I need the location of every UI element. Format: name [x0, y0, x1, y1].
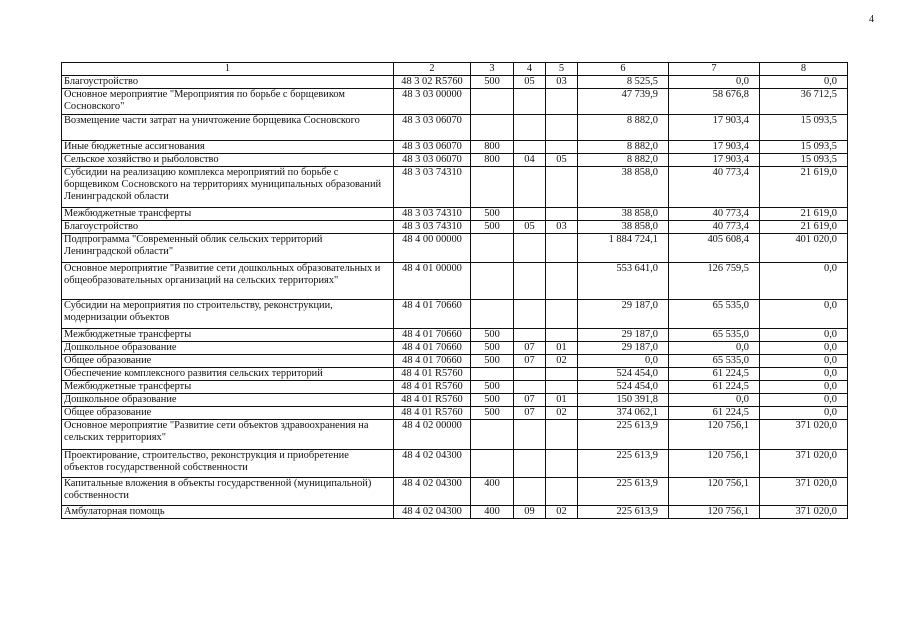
amount-col8-cell: 0,0: [760, 381, 848, 394]
amount-col7-cell: 61 224,5: [669, 381, 760, 394]
amount-col7-cell: 17 903,4: [669, 141, 760, 154]
amount-col8-cell: 36 712,5: [760, 89, 848, 115]
expense-type-cell: 500: [471, 355, 514, 368]
target-code-cell: 48 4 00 00000: [394, 234, 471, 263]
amount-col6-cell: 225 613,9: [578, 506, 669, 519]
row-name-cell: Сельское хозяйство и рыболовство: [62, 154, 394, 167]
amount-col7-cell: 0,0: [669, 76, 760, 89]
row-name-cell: Дошкольное образование: [62, 342, 394, 355]
row-name-cell: Дошкольное образование: [62, 394, 394, 407]
amount-col7-cell: 40 773,4: [669, 208, 760, 221]
target-code-cell: 48 3 03 74310: [394, 167, 471, 208]
amount-col6-cell: 1 884 724,1: [578, 234, 669, 263]
target-code-cell: 48 4 01 R5760: [394, 381, 471, 394]
target-code-cell: 48 3 03 74310: [394, 208, 471, 221]
target-code-cell: 48 4 02 04300: [394, 478, 471, 506]
section-cell: [514, 141, 546, 154]
amount-col7-cell: 120 756,1: [669, 420, 760, 450]
target-code-cell: 48 4 01 70660: [394, 342, 471, 355]
expense-type-cell: 500: [471, 221, 514, 234]
table-row: [62, 355, 848, 368]
section-cell: 09: [514, 506, 546, 519]
target-code-cell: 48 3 02 R5760: [394, 76, 471, 89]
subsection-cell: [546, 368, 578, 381]
amount-col6-cell: 38 858,0: [578, 221, 669, 234]
amount-col6-cell: 0,0: [578, 355, 669, 368]
target-code-cell: 48 4 01 R5760: [394, 407, 471, 420]
section-cell: [514, 115, 546, 141]
subsection-cell: 02: [546, 506, 578, 519]
amount-col8-cell: 0,0: [760, 300, 848, 329]
amount-col7-cell: 65 535,0: [669, 355, 760, 368]
row-name-cell: Проектирование, строительство, реконструкция и приобретение объектов государственной собственности: [62, 450, 394, 478]
table-row: [62, 141, 848, 154]
row-name-cell: Возмещение части затрат на уничтожение борщевика Сосновского: [62, 115, 394, 141]
table-row: [62, 300, 848, 329]
target-code-cell: 48 4 01 70660: [394, 300, 471, 329]
row-name-cell: Иные бюджетные ассигнования: [62, 141, 394, 154]
amount-col8-cell: 0,0: [760, 76, 848, 89]
table-row: [62, 208, 848, 221]
expense-type-cell: [471, 263, 514, 300]
section-cell: [514, 329, 546, 342]
expense-type-cell: 400: [471, 506, 514, 519]
column-header: 4: [514, 63, 546, 76]
row-name-cell: Субсидии на мероприятия по строительству, реконструкции, модернизации объектов: [62, 300, 394, 329]
expense-type-cell: [471, 89, 514, 115]
expense-type-cell: 500: [471, 407, 514, 420]
amount-col7-cell: 0,0: [669, 342, 760, 355]
amount-col7-cell: 65 535,0: [669, 329, 760, 342]
target-code-cell: 48 3 03 06070: [394, 115, 471, 141]
subsection-cell: 03: [546, 76, 578, 89]
section-cell: [514, 234, 546, 263]
row-name-cell: Общее образование: [62, 355, 394, 368]
subsection-cell: [546, 329, 578, 342]
amount-col6-cell: 225 613,9: [578, 420, 669, 450]
table-row: [62, 506, 848, 519]
amount-col7-cell: 120 756,1: [669, 478, 760, 506]
amount-col6-cell: 524 454,0: [578, 381, 669, 394]
table-row: [62, 407, 848, 420]
amount-col8-cell: 21 619,0: [760, 221, 848, 234]
section-cell: 07: [514, 407, 546, 420]
table-row: [62, 89, 848, 115]
amount-col8-cell: 371 020,0: [760, 478, 848, 506]
row-name-cell: Основное мероприятие "Мероприятия по борьбе с борщевиком Сосновского": [62, 89, 394, 115]
table-row: [62, 381, 848, 394]
amount-col6-cell: 8 882,0: [578, 154, 669, 167]
target-code-cell: 48 4 01 R5760: [394, 394, 471, 407]
row-name-cell: Благоустройство: [62, 76, 394, 89]
section-cell: [514, 478, 546, 506]
amount-col6-cell: 29 187,0: [578, 300, 669, 329]
row-name-cell: Субсидии на реализацию комплекса мероприятий по борьбе с борщевиком Сосновского на территориях муниципальных образований Ленинградской области: [62, 167, 394, 208]
amount-col8-cell: 15 093,5: [760, 115, 848, 141]
row-name-cell: Общее образование: [62, 407, 394, 420]
subsection-cell: [546, 115, 578, 141]
table-row: [62, 234, 848, 263]
target-code-cell: 48 3 03 74310: [394, 221, 471, 234]
amount-col8-cell: 0,0: [760, 329, 848, 342]
row-name-cell: Основное мероприятие "Развитие сети дошкольных образовательных и общеобразовательных организаций на сельских территориях": [62, 263, 394, 300]
expense-type-cell: 400: [471, 478, 514, 506]
row-name-cell: Капитальные вложения в объекты государственной (муниципальной) собственности: [62, 478, 394, 506]
amount-col8-cell: 371 020,0: [760, 420, 848, 450]
expense-type-cell: [471, 368, 514, 381]
amount-col6-cell: 38 858,0: [578, 208, 669, 221]
amount-col7-cell: 17 903,4: [669, 154, 760, 167]
section-cell: [514, 89, 546, 115]
expense-type-cell: 500: [471, 329, 514, 342]
table-row: [62, 342, 848, 355]
subsection-cell: [546, 478, 578, 506]
expense-type-cell: [471, 300, 514, 329]
row-name-cell: Благоустройство: [62, 221, 394, 234]
section-cell: 04: [514, 154, 546, 167]
amount-col6-cell: 8 882,0: [578, 115, 669, 141]
amount-col6-cell: 150 391,8: [578, 394, 669, 407]
amount-col6-cell: 8 525,5: [578, 76, 669, 89]
subsection-cell: [546, 263, 578, 300]
amount-col8-cell: 371 020,0: [760, 450, 848, 478]
amount-col8-cell: 15 093,5: [760, 154, 848, 167]
target-code-cell: 48 4 01 00000: [394, 263, 471, 300]
amount-col7-cell: 126 759,5: [669, 263, 760, 300]
amount-col7-cell: 405 608,4: [669, 234, 760, 263]
column-header: 8: [760, 63, 848, 76]
amount-col7-cell: 0,0: [669, 394, 760, 407]
amount-col8-cell: 21 619,0: [760, 167, 848, 208]
amount-col8-cell: 0,0: [760, 263, 848, 300]
amount-col6-cell: 38 858,0: [578, 167, 669, 208]
target-code-cell: 48 3 03 06070: [394, 141, 471, 154]
target-code-cell: 48 3 03 00000: [394, 89, 471, 115]
target-code-cell: 48 4 02 00000: [394, 420, 471, 450]
row-name-cell: Межбюджетные трансферты: [62, 381, 394, 394]
section-cell: [514, 263, 546, 300]
table-row: [62, 450, 848, 478]
amount-col6-cell: 225 613,9: [578, 478, 669, 506]
subsection-cell: [546, 208, 578, 221]
expense-type-cell: 500: [471, 381, 514, 394]
table-row: [62, 368, 848, 381]
section-cell: [514, 368, 546, 381]
table-header-row: [62, 63, 848, 76]
amount-col6-cell: 29 187,0: [578, 342, 669, 355]
expense-type-cell: 500: [471, 342, 514, 355]
target-code-cell: 48 4 01 70660: [394, 355, 471, 368]
expense-type-cell: [471, 115, 514, 141]
subsection-cell: 05: [546, 154, 578, 167]
column-header: 6: [578, 63, 669, 76]
expense-type-cell: 500: [471, 76, 514, 89]
subsection-cell: [546, 300, 578, 329]
amount-col8-cell: 0,0: [760, 394, 848, 407]
section-cell: [514, 450, 546, 478]
table-row: [62, 478, 848, 506]
subsection-cell: [546, 450, 578, 478]
table-row: [62, 420, 848, 450]
subsection-cell: [546, 420, 578, 450]
section-cell: 07: [514, 394, 546, 407]
expense-type-cell: 800: [471, 154, 514, 167]
column-header: 7: [669, 63, 760, 76]
section-cell: [514, 420, 546, 450]
amount-col8-cell: 0,0: [760, 368, 848, 381]
section-cell: [514, 381, 546, 394]
section-cell: 05: [514, 221, 546, 234]
section-cell: 05: [514, 76, 546, 89]
amount-col8-cell: 401 020,0: [760, 234, 848, 263]
subsection-cell: [546, 167, 578, 208]
column-header: 1: [62, 63, 394, 76]
amount-col6-cell: 47 739,9: [578, 89, 669, 115]
amount-col8-cell: 15 093,5: [760, 141, 848, 154]
subsection-cell: [546, 89, 578, 115]
amount-col7-cell: 120 756,1: [669, 506, 760, 519]
column-header: 2: [394, 63, 471, 76]
expense-type-cell: [471, 167, 514, 208]
subsection-cell: [546, 381, 578, 394]
row-name-cell: Межбюджетные трансферты: [62, 329, 394, 342]
budget-table: [61, 62, 848, 519]
row-name-cell: Основное мероприятие "Развитие сети объектов здравоохранения на сельских территориях": [62, 420, 394, 450]
column-header: 3: [471, 63, 514, 76]
column-header: 5: [546, 63, 578, 76]
expense-type-cell: [471, 450, 514, 478]
row-name-cell: Обеспечение комплексного развития сельских территорий: [62, 368, 394, 381]
subsection-cell: 02: [546, 355, 578, 368]
expense-type-cell: 500: [471, 208, 514, 221]
row-name-cell: Амбулаторная помощь: [62, 506, 394, 519]
table-row: [62, 167, 848, 208]
section-cell: 07: [514, 342, 546, 355]
expense-type-cell: 500: [471, 394, 514, 407]
amount-col7-cell: 40 773,4: [669, 167, 760, 208]
table-row: [62, 263, 848, 300]
table-row: [62, 329, 848, 342]
row-name-cell: Межбюджетные трансферты: [62, 208, 394, 221]
table-row: [62, 154, 848, 167]
expense-type-cell: [471, 234, 514, 263]
table-row: [62, 76, 848, 89]
subsection-cell: 03: [546, 221, 578, 234]
row-name-cell: Подпрограмма "Современный облик сельских территорий Ленинградской области": [62, 234, 394, 263]
amount-col7-cell: 58 676,8: [669, 89, 760, 115]
expense-type-cell: 800: [471, 141, 514, 154]
amount-col7-cell: 40 773,4: [669, 221, 760, 234]
amount-col8-cell: 0,0: [760, 342, 848, 355]
target-code-cell: 48 3 03 06070: [394, 154, 471, 167]
amount-col7-cell: 61 224,5: [669, 368, 760, 381]
amount-col7-cell: 120 756,1: [669, 450, 760, 478]
table-row: [62, 115, 848, 141]
target-code-cell: 48 4 02 04300: [394, 450, 471, 478]
expense-type-cell: [471, 420, 514, 450]
table-body: [62, 76, 848, 519]
amount-col8-cell: 0,0: [760, 407, 848, 420]
amount-col8-cell: 21 619,0: [760, 208, 848, 221]
section-cell: [514, 208, 546, 221]
amount-col8-cell: 0,0: [760, 355, 848, 368]
amount-col6-cell: 524 454,0: [578, 368, 669, 381]
amount-col6-cell: 225 613,9: [578, 450, 669, 478]
table-row: [62, 221, 848, 234]
subsection-cell: [546, 141, 578, 154]
amount-col7-cell: 65 535,0: [669, 300, 760, 329]
table-row: [62, 394, 848, 407]
section-cell: [514, 167, 546, 208]
amount-col7-cell: 61 224,5: [669, 407, 760, 420]
target-code-cell: 48 4 01 R5760: [394, 368, 471, 381]
amount-col6-cell: 29 187,0: [578, 329, 669, 342]
amount-col8-cell: 371 020,0: [760, 506, 848, 519]
subsection-cell: 01: [546, 342, 578, 355]
amount-col6-cell: 553 641,0: [578, 263, 669, 300]
amount-col7-cell: 17 903,4: [669, 115, 760, 141]
page-number: 4: [869, 14, 874, 25]
target-code-cell: 48 4 01 70660: [394, 329, 471, 342]
subsection-cell: 01: [546, 394, 578, 407]
amount-col6-cell: 8 882,0: [578, 141, 669, 154]
amount-col6-cell: 374 062,1: [578, 407, 669, 420]
section-cell: 07: [514, 355, 546, 368]
subsection-cell: 02: [546, 407, 578, 420]
section-cell: [514, 300, 546, 329]
target-code-cell: 48 4 02 04300: [394, 506, 471, 519]
subsection-cell: [546, 234, 578, 263]
